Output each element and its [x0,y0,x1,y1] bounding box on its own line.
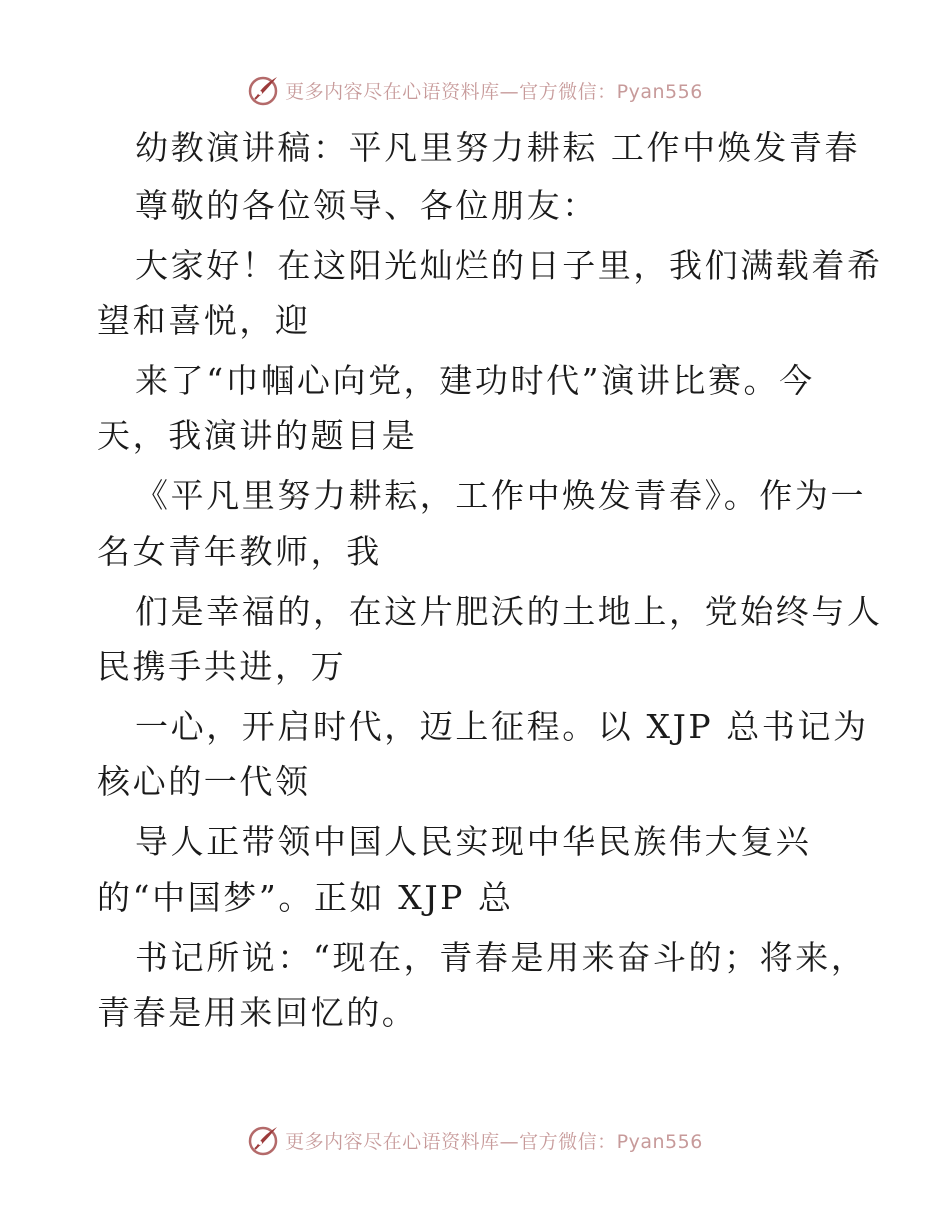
text-line: 青春是用来回忆的。 [97,993,418,1032]
text-line: 《平凡里努力耕耘，工作中焕发青春》。作为一 [135,476,867,515]
header-watermark [0,70,950,110]
footer-watermark [0,1120,950,1160]
text-line: 的“中国梦”。正如 XJP 总 [97,878,514,917]
text-line: 导人正带领中国人民实现中华民族伟大复兴 [135,822,812,861]
text-line: 一心，开启时代，迈上征程。以 XJP 总书记为 [135,707,869,746]
text-line: 核心的一代领 [97,762,311,801]
document-title: 幼教演讲稿：平凡里努力耕耘 工作中焕发青春 [135,128,861,167]
text-line: 大家好！在这阳光灿烂的日子里，我们满载着希 [135,246,883,285]
text-line: 们是幸福的，在这片肥沃的土地上，党始终与人 [135,592,883,631]
quill-logo-icon [247,73,281,107]
text-line: 民携手共进，万 [97,647,347,686]
watermark-text: 更多内容尽在心语资料库—官方微信：Pyan556 [285,80,703,103]
text-line: 来了“巾帼心向党，建功时代”演讲比赛。今 [135,361,815,400]
quill-logo-icon [247,1123,281,1157]
text-line: 尊敬的各位领导、各位朋友： [135,186,598,225]
text-line: 名女青年教师，我 [97,532,382,571]
text-line: 望和喜悦，迎 [97,301,311,340]
text-line: 天，我演讲的题目是 [97,416,418,455]
watermark-text: 更多内容尽在心语资料库—官方微信：Pyan556 [285,1130,703,1153]
text-line: 书记所说：“现在，青春是用来奋斗的；将来， [135,938,867,977]
